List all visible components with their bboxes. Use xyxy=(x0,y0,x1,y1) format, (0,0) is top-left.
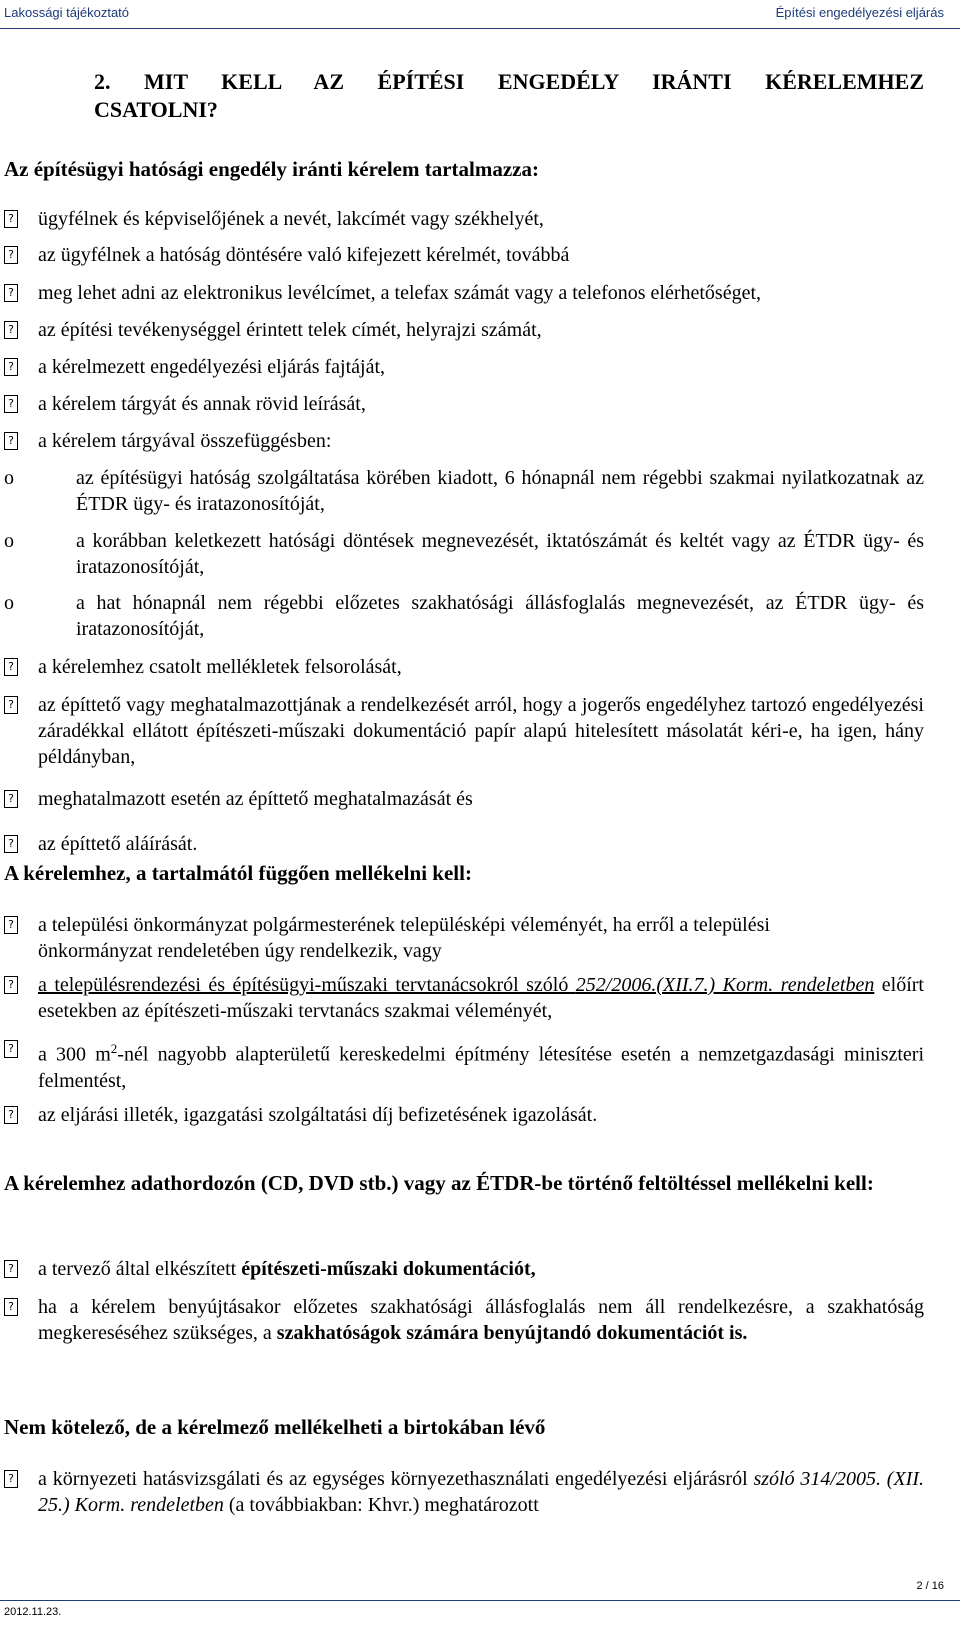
bullet-icon: ? xyxy=(4,284,18,302)
list-item-text: az eljárási illeték, igazgatási szolgáltatási díj befizetésének igazolását. xyxy=(38,1104,598,1126)
list-item xyxy=(4,206,924,232)
bullet-icon: ? xyxy=(4,1470,18,1488)
list-item-text: az ügyfélnek a hatóság döntésére való kifejezett kérelmét, továbbá xyxy=(38,244,570,266)
header-rule xyxy=(0,28,960,29)
list-item-text-bold: szakhatóságok számára benyújtandó dokumentációt is. xyxy=(276,1322,748,1344)
list-item-text xyxy=(38,1256,924,1282)
sub-list-item xyxy=(4,528,924,580)
sub-list-item-text: a hat hónapnál nem régebbi előzetes szakhatósági állásfoglalás megnevezését, az ÉTDR ügy- és iratazonosítóját, xyxy=(76,592,924,640)
list-item-text-rest: (a továbbiakban: Khvr.) meghatározott xyxy=(223,1494,539,1516)
bullet-icon: ? xyxy=(4,1040,18,1058)
list-item-text: a települési önkormányzat polgármesterének településképi véleményét, ha erről a települési önkormányzat rendeletében úgy rendelkezik, vagy xyxy=(38,914,770,962)
list-item-text-start: a 300 m xyxy=(38,1043,111,1066)
list-item-text-rest: -nél nagyobb alapterületű kereskedelmi építmény létesítése esetén a nemzetgazdasági miniszteri felmentést, xyxy=(38,1043,925,1092)
section-heading-line2: CSATOLNI? xyxy=(94,97,218,122)
sub-bullet-icon: o xyxy=(4,530,14,552)
list-item xyxy=(4,692,924,770)
list-item xyxy=(4,1466,924,1518)
list-item xyxy=(4,912,924,964)
sub-list-item xyxy=(4,590,924,642)
list-item-text: az építtető vagy meghatalmazottjának a rendelkezését arról, hogy a jogerős engedélyhez tartozó engedélyezési záradékkal ellátott építészeti-műszaki dokumentáció papír alapú hitelesített másolatát kéri-e, ha igen, hány példányban, xyxy=(38,694,924,768)
bullet-icon: ? xyxy=(4,246,18,264)
list-item-text-italic: szóló 314/2005. (XII. 25.) Korm. rendeletben xyxy=(38,1468,924,1516)
list-item-text-start: ha a kérelem benyújtásakor előzetes szakhatósági állásfoglalás nem áll rendelkezésre, a szakhatóság megkereséséhez szükséges, a xyxy=(38,1296,924,1344)
list-item xyxy=(4,1256,924,1282)
sub-list-item xyxy=(4,465,924,517)
bullet-icon: ? xyxy=(4,658,18,676)
section-heading-line1: 2. MIT KELL AZ ÉPÍTÉSI ENGEDÉLY IRÁNTI KÉRELEMHEZ xyxy=(94,69,924,94)
list-item xyxy=(4,391,924,417)
list-item-text: a kérelemhez csatolt mellékletek felsorolását, xyxy=(38,656,402,678)
bullet-icon: ? xyxy=(4,916,18,934)
list-item-text: az építtető aláírását. xyxy=(38,833,198,855)
bullet-icon: ? xyxy=(4,395,18,413)
list-item xyxy=(4,354,924,380)
list-item xyxy=(4,1036,924,1094)
list-item-text xyxy=(38,972,924,1024)
regulation-link-prefix[interactable]: a településrendezési és építésügyi-műszaki tervtanácsokról szóló xyxy=(38,974,576,996)
header-right: Építési engedélyezési eljárás xyxy=(775,5,944,20)
list-item-text-rest: előírt esetekben az építészeti-műszaki tervtanács szakmai véleményét, xyxy=(38,974,924,1022)
header-left: Lakossági tájékoztató xyxy=(4,5,130,20)
list-item xyxy=(4,428,924,454)
superscript: 2 xyxy=(110,1041,118,1056)
section2-title: A kérelemhez, a tartalmától függően mellékelni kell: xyxy=(4,861,472,885)
list-item xyxy=(4,280,924,306)
list-item-text-start: a tervező által elkészített xyxy=(38,1258,242,1280)
bullet-icon: ? xyxy=(4,976,18,994)
regulation-link[interactable]: 252/2006.(XII.7.) Korm. rendeletben xyxy=(575,974,875,996)
list-item xyxy=(4,317,924,343)
bullet-icon: ? xyxy=(4,1106,18,1124)
list-item-text: az építési tevékenységgel érintett telek címét, helyrajzi számát, xyxy=(38,319,542,341)
list-item-text xyxy=(38,1294,924,1346)
list-item xyxy=(4,1294,924,1346)
list-item-text: ügyfélnek és képviselőjének a nevét, lakcímét vagy székhelyét, xyxy=(38,208,544,230)
list-item-text: meg lehet adni az elektronikus levélcímet, a telefax számát vagy a telefonos elérhetőséget, xyxy=(38,282,762,304)
list-item-text: a kérelmezett engedélyezési eljárás fajtáját, xyxy=(38,356,386,378)
list-item xyxy=(4,654,924,680)
list-item-text: a kérelem tárgyát és annak rövid leírását, xyxy=(38,393,366,415)
footer-rule xyxy=(0,1600,960,1601)
bullet-icon: ? xyxy=(4,321,18,339)
list-item-text-start: a környezeti hatásvizsgálati és az egységes környezethasználati engedélyezési eljárásról xyxy=(38,1468,748,1490)
bullet-icon: ? xyxy=(4,790,18,808)
list-item-text xyxy=(38,1466,924,1518)
section1-title: Az építésügyi hatósági engedély iránti kérelem tartalmazza: xyxy=(4,157,539,181)
bullet-icon: ? xyxy=(4,432,18,450)
sub-bullet-icon: o xyxy=(4,467,14,489)
section3-title: A kérelemhez adathordozón (CD, DVD stb.) vagy az ÉTDR-be történő feltöltéssel mellékelni kell: xyxy=(4,1171,874,1195)
page-number: 2 / 16 xyxy=(916,1580,944,1592)
footer-date: 2012.11.23. xyxy=(4,1606,62,1618)
section4-title: Nem kötelező, de a kérelmező mellékelheti a birtokában lévő xyxy=(4,1415,546,1439)
list-item xyxy=(4,972,924,1024)
list-item-text xyxy=(38,1036,924,1094)
bullet-icon: ? xyxy=(4,835,18,853)
list-item-text-bold: építészeti-műszaki dokumentációt, xyxy=(241,1258,536,1280)
sub-list-item-text: a korábban keletkezett hatósági döntések megnevezését, iktatószámát és keltét vagy az ÉTDR ügy- és iratazonosítóját, xyxy=(76,530,924,578)
list-item xyxy=(4,242,924,268)
list-item xyxy=(4,1102,924,1128)
bullet-icon: ? xyxy=(4,210,18,228)
sub-list-item-text: az építésügyi hatóság szolgáltatása körében kiadott, 6 hónapnál nem régebbi szakmai nyilatkozatnak az ÉTDR ügy- és iratazonosítóját, xyxy=(76,467,924,515)
list-item-text: a kérelem tárgyával összefüggésben: xyxy=(38,430,332,452)
bullet-icon: ? xyxy=(4,696,18,714)
bullet-icon: ? xyxy=(4,1260,18,1278)
list-item xyxy=(4,831,924,857)
list-item xyxy=(4,786,924,812)
sub-bullet-icon: o xyxy=(4,592,14,614)
bullet-icon: ? xyxy=(4,1298,18,1316)
bullet-icon: ? xyxy=(4,358,18,376)
list-item-text: meghatalmazott esetén az építtető meghatalmazását és xyxy=(38,788,473,810)
